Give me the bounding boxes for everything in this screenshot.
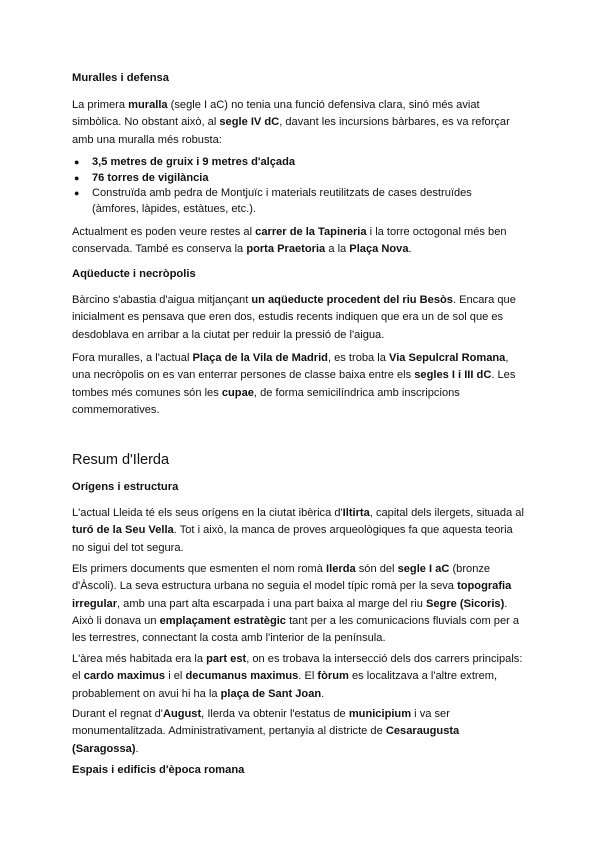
- bullet-icon: ●: [74, 157, 80, 167]
- bold-text: Plaça de la Vila de Madrid: [192, 352, 328, 364]
- text-line: [72, 402, 530, 419]
- text-run: tombes més comunes són les: [72, 386, 222, 399]
- list-item-text: 76 torres de vigilància: [92, 171, 209, 184]
- text-run: .: [408, 243, 412, 256]
- text-run: Bàrcino s'abastia d'aigua mitjançant: [72, 294, 252, 306]
- text-line: [72, 561, 530, 578]
- bold-text: cupae: [221, 386, 254, 399]
- list-item: [72, 171, 530, 187]
- bold-text: Segre (Sicoris): [425, 597, 505, 610]
- paragraph-aqueducte: [72, 292, 530, 344]
- list-item: [72, 186, 530, 217]
- text-line: [72, 241, 530, 258]
- text-run: es localitzava a l'altre extrem,: [348, 670, 498, 683]
- text-run: , es troba la: [327, 352, 390, 364]
- text-run: . Les: [491, 369, 516, 382]
- text-run: L'actual Lleida té els seus orígens en la ciutat ibèrica d': [72, 507, 343, 519]
- text-run: . Encara que: [452, 294, 516, 306]
- text-run: desdoblava en arribar a la ciutat per reduir la pressió de l'aigua.: [72, 328, 385, 341]
- text-run: les terrestres, connectant la costa amb l'interior de la península.: [72, 632, 386, 645]
- text-line: [72, 706, 530, 723]
- bold-text: fòrum: [317, 670, 349, 683]
- text-line: [72, 596, 530, 613]
- muralles-features-list: [72, 155, 530, 217]
- text-line: [72, 97, 530, 114]
- text-run: La primera: [72, 99, 129, 111]
- heading-muralles: Muralles i defensa: [72, 72, 169, 84]
- heading-aqueducte: Aqüeducte i necròpolis: [72, 268, 196, 280]
- text-run: L'àrea més habitada era la: [72, 653, 207, 665]
- text-line: [72, 578, 530, 595]
- paragraph-origens: [72, 505, 530, 557]
- bold-text: un aqüeducte procedent del riu Besòs: [251, 294, 453, 306]
- text-run: Això li donava un: [72, 614, 160, 627]
- text-run: , de forma semicilíndrica amb inscripcions: [253, 386, 460, 399]
- text-line: [72, 613, 530, 630]
- bold-text: Ilerda: [326, 563, 356, 575]
- text-run: simbòlica. No obstant això, al: [72, 116, 220, 129]
- bold-text: plaça de Sant Joan: [220, 687, 322, 700]
- bold-text: Iltirta: [342, 507, 370, 519]
- text-run: inicialment es pensava que eren dos, estudis recents indiquen que era un de sol que es: [72, 311, 504, 324]
- heading-espais: Espais i edificis d'època romana: [72, 764, 245, 776]
- bold-text: Via Sepulcral Romana: [389, 352, 506, 364]
- bold-text: irregular: [72, 597, 118, 610]
- bold-text: muralla: [128, 99, 168, 111]
- text-run: (segle I aC) no tenia una funció defensiva clara, sinó més aviat: [167, 99, 480, 111]
- text-line: [72, 686, 530, 703]
- paragraph-muralles-restes: [72, 224, 530, 259]
- list-item: [72, 155, 530, 171]
- text-run: , davant les incursions bàrbares, es va reforçar: [279, 116, 510, 129]
- bold-text: emplaçament estratègic: [159, 614, 286, 627]
- text-run: d'Àscoli). La seva estructura urbana no seguia el model típic romà per la seva: [72, 580, 458, 593]
- text-run: .: [504, 597, 508, 610]
- text-run: són del: [355, 563, 398, 575]
- bold-text: municipium: [348, 708, 412, 720]
- list-item-text: 3,5 metres de gruix i 9 metres d'alçada: [92, 156, 296, 168]
- paragraph-documents: [72, 561, 530, 647]
- text-run: una necròpolis on es van enterrar persones de classe baixa entre els: [72, 369, 415, 382]
- text-run: no sigui del tot segura.: [72, 541, 184, 554]
- bold-text: segle I aC: [397, 563, 450, 575]
- bullet-icon: ●: [74, 172, 80, 183]
- text-run: , on es trobava la intersecció dels dos carrers principals:: [246, 653, 523, 665]
- bold-text: segles I i III dC: [414, 369, 492, 382]
- text-run: , Ilerda va obtenir l'estatus de: [201, 708, 349, 720]
- bold-text: (Saragossa): [72, 742, 136, 755]
- text-run: (bronze: [449, 563, 491, 575]
- text-run: .: [135, 742, 139, 755]
- bold-text: segle IV dC: [219, 116, 280, 129]
- text-line: [72, 132, 530, 149]
- text-run: . El: [298, 670, 318, 683]
- text-run: monumentalitzada. Administrativament, pertanyia al districte de: [72, 725, 386, 738]
- text-run: i el: [165, 670, 186, 683]
- text-line: [72, 630, 530, 647]
- text-line: [72, 651, 530, 668]
- list-item-text: Construïda amb pedra de Montjuïc i materials reutilitzats de cases destruïdes: [92, 187, 472, 199]
- bold-text: Plaça Nova: [349, 243, 409, 256]
- paragraph-muralles-intro: [72, 97, 530, 149]
- text-line: [72, 224, 530, 241]
- paragraph-necropolis: [72, 350, 530, 419]
- text-line: [72, 385, 530, 402]
- text-run: ,: [505, 352, 509, 364]
- text-run: el: [72, 670, 84, 683]
- bold-text: topografia: [457, 580, 512, 593]
- text-run: .: [321, 687, 325, 700]
- text-line: [72, 309, 530, 326]
- paragraph-august: [72, 706, 530, 758]
- bold-text: carrer de la Tapineria: [255, 226, 367, 238]
- text-run: . Tot i això, la manca de proves arqueològiques fa que aquesta teoria: [173, 524, 513, 537]
- bullet-icon: ●: [74, 188, 80, 198]
- text-line: [72, 540, 530, 557]
- bold-text: porta Praetoria: [246, 243, 326, 256]
- heading-origens: Orígens i estructura: [72, 481, 179, 493]
- bold-text: Cesaraugusta: [385, 725, 460, 738]
- text-line: [72, 114, 530, 131]
- text-run: i la torre octogonal més ben: [366, 226, 507, 238]
- bold-text: part est: [206, 653, 247, 665]
- text-run: commemoratives.: [72, 403, 160, 416]
- text-line: [72, 723, 530, 740]
- text-run: Els primers documents que esmenten el nom romà: [72, 563, 327, 575]
- text-run: amb una muralla més robusta:: [72, 133, 222, 146]
- text-line: [72, 741, 530, 758]
- bold-text: cardo maximus: [83, 670, 166, 683]
- paragraph-area-habitada: [72, 651, 530, 703]
- section-title-lleida: Resum d'Ilerda: [72, 452, 170, 468]
- text-run: Actualment es poden veure restes al: [72, 226, 256, 238]
- text-line: [72, 668, 530, 685]
- text-run: probablement on avui hi ha la: [72, 687, 221, 700]
- text-line: [72, 350, 530, 367]
- text-run: , amb una part alta escarpada i una part baixa al marge del riu: [117, 597, 426, 610]
- text-line: [72, 367, 530, 384]
- text-run: a la: [325, 243, 350, 256]
- bold-text: August: [162, 708, 202, 720]
- bold-text: decumanus maximus: [185, 670, 299, 683]
- text-run: i va ser: [411, 708, 450, 720]
- text-run: conservada. També es conserva la: [72, 243, 247, 256]
- text-run: , capital dels ilergets, situada al: [369, 507, 524, 519]
- text-line: [72, 505, 530, 522]
- text-line: [72, 292, 530, 309]
- text-run: Durant el regnat d': [72, 708, 163, 720]
- text-run: tant per a les comunicacions fluvials com per a: [285, 614, 520, 627]
- text-line: [72, 522, 530, 539]
- list-item-text-continued: (àmfores, làpides, estàtues, etc.).: [92, 202, 257, 215]
- text-run: Fora muralles, a l'actual: [72, 352, 193, 364]
- bold-text: turó de la Seu Vella: [72, 524, 174, 537]
- text-line: [72, 327, 530, 344]
